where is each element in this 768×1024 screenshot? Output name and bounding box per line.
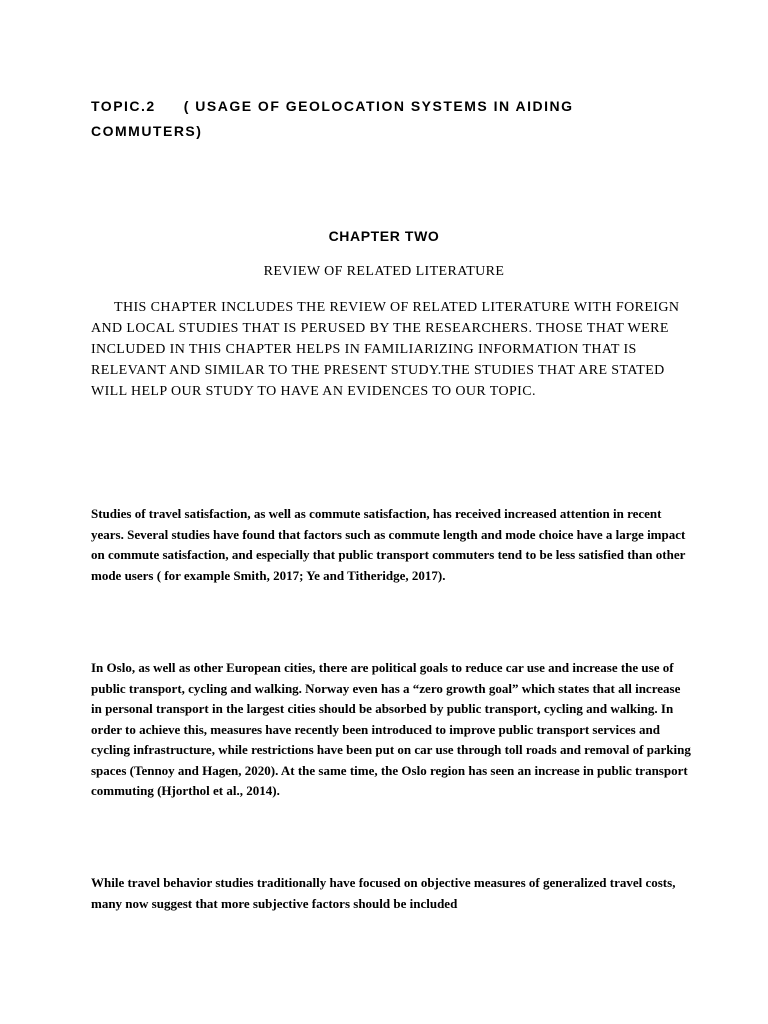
- topic-title-line1: ( USAGE OF GEOLOCATION SYSTEMS IN AIDING: [183, 98, 574, 114]
- chapter-heading: CHAPTER TWO: [328, 228, 440, 244]
- topic-title-line2: COMMUTERS): [91, 123, 203, 139]
- body-paragraph-2: In Oslo, as well as other European cities, there are political goals to reduce car use and increase the use of public transport, cycling and walking. Norway even has a “zero growth goal” which states that all increase in personal transport in the largest cities should be absorbed by public transport, cycling and walking. In order to achieve this, measures have recently been introduced to improve public transport services and cycling infrastructure, while restrictions have been put on car use through toll roads and removal of parking spaces (Tennoy and Hagen, 2020). At the same time, the Oslo region has seen an increase in public transport commuting (Hjorthol et al., 2014).: [91, 660, 691, 798]
- body-paragraph-1: Studies of travel satisfaction, as well as commute satisfaction, has received increased attention in recent years. Several studies have found that factors such as commute length and mode choice have a large impact on commute satisfaction, and especially that public transport commuters tend to be less satisfied than other mode users ( for example Smith, 2017; Ye and Titheridge, 2017).: [91, 506, 686, 583]
- chapter-subheading: REVIEW OF RELATED LITERATURE: [263, 264, 505, 279]
- intro-paragraph: THIS CHAPTER INCLUDES THE REVIEW OF RELATED LITERATURE WITH FOREIGN AND LOCAL STUDIES THAT IS PERUSED BY THE RESEARCHERS. THOSE THAT WERE INCLUDED IN THIS CHAPTER HELPS IN FAMILIARIZING INFORMATION THAT IS RELEVANT AND SIMILAR TO THE PRESENT STUDY.THE STUDIES THAT ARE STATED WILL HELP OUR STUDY TO HAVE AN EVIDENCES TO OUR TOPIC.: [91, 300, 680, 399]
- body-paragraph-3: While travel behavior studies traditionally have focused on objective measures of generalized travel costs, many now suggest that more subjective factors should be included: [91, 875, 676, 911]
- topic-label: TOPIC.2: [91, 98, 156, 114]
- topic-heading: [91, 94, 651, 144]
